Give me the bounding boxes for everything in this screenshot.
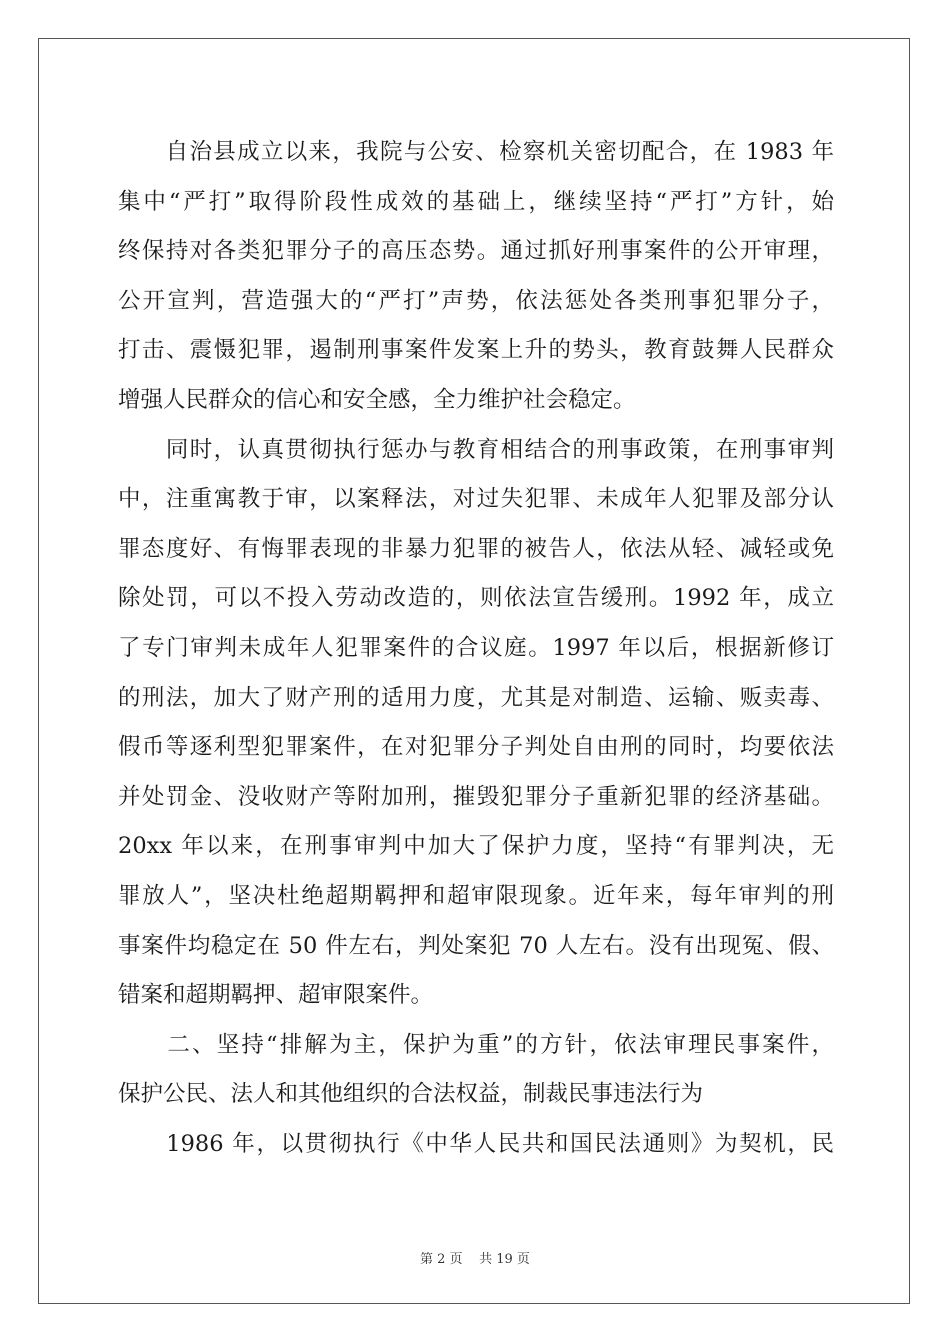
text-line: 保护公民、法人和其他组织的合法权益，制裁民事违法行为 <box>118 1081 704 1108</box>
text-line: 公开宣判，营造强大的“严打”声势，依法惩处各类刑事犯罪分子， <box>118 287 834 314</box>
text-line: 1986 年，以贯彻执行《中华人民共和国民法通则》为契机，民 <box>118 1130 834 1157</box>
text-line: 罪态度好、有悔罪表现的非暴力犯罪的被告人，依法从轻、减轻或免 <box>118 535 834 562</box>
text-line: 除处罚，可以不投入劳动改造的，则依法宣告缓刑。1992 年，成立 <box>118 585 834 612</box>
text-line: 增强人民群众的信心和安全感，全力维护社会稳定。 <box>118 386 636 413</box>
text-line: 事案件均稳定在 50 件左右，判处案犯 70 人左右。没有出现冤、假、 <box>118 932 834 959</box>
text-line: 同时，认真贯彻执行惩办与教育相结合的刑事政策，在刑事审判 <box>118 436 834 463</box>
text-line: 的刑法，加大了财产刑的适用力度，尤其是对制造、运输、贩卖毒、 <box>118 684 834 711</box>
text-line: 终保持对各类犯罪分子的高压态势。通过抓好刑事案件的公开审理， <box>118 238 834 265</box>
text-line: 并处罚金、没收财产等附加刑，摧毁犯罪分子重新犯罪的经济基础。 <box>118 783 834 810</box>
text-line: 假币等逐利型犯罪案件，在对犯罪分子判处自由刑的同时，均要依法 <box>118 734 834 761</box>
text-line: 打击、震慑犯罪，遏制刑事案件发案上升的势头，教育鼓舞人民群众 <box>118 337 834 364</box>
total-pages: 共 19 页 <box>479 1252 530 1267</box>
page-number: 第 2 页 <box>420 1252 463 1267</box>
text-line: 自治县成立以来，我院与公安、检察机关密切配合，在 1983 年 <box>118 139 834 165</box>
document-body <box>118 128 834 1169</box>
text-line: 了专门审判未成年人犯罪案件的合议庭。1997 年以后，根据新修订 <box>118 634 834 661</box>
text-line: 20xx 年以来，在刑事审判中加大了保护力度，坚持“有罪判决，无 <box>118 833 834 860</box>
text-line: 中，注重寓教于审，以案释法，对过失犯罪、未成年人犯罪及部分认 <box>118 486 834 513</box>
text-line: 罪放人”，坚决杜绝超期羁押和超审限现象。近年来，每年审判的刑 <box>118 882 834 909</box>
text-line: 二、坚持“排解为主，保护为重”的方针，依法审理民事案件， <box>118 1031 834 1058</box>
page-footer <box>0 1248 950 1267</box>
text-line: 集中“严打”取得阶段性成效的基础上，继续坚持“严打”方针，始 <box>118 188 834 215</box>
text-line: 错案和超期羁押、超审限案件。 <box>118 982 434 1009</box>
